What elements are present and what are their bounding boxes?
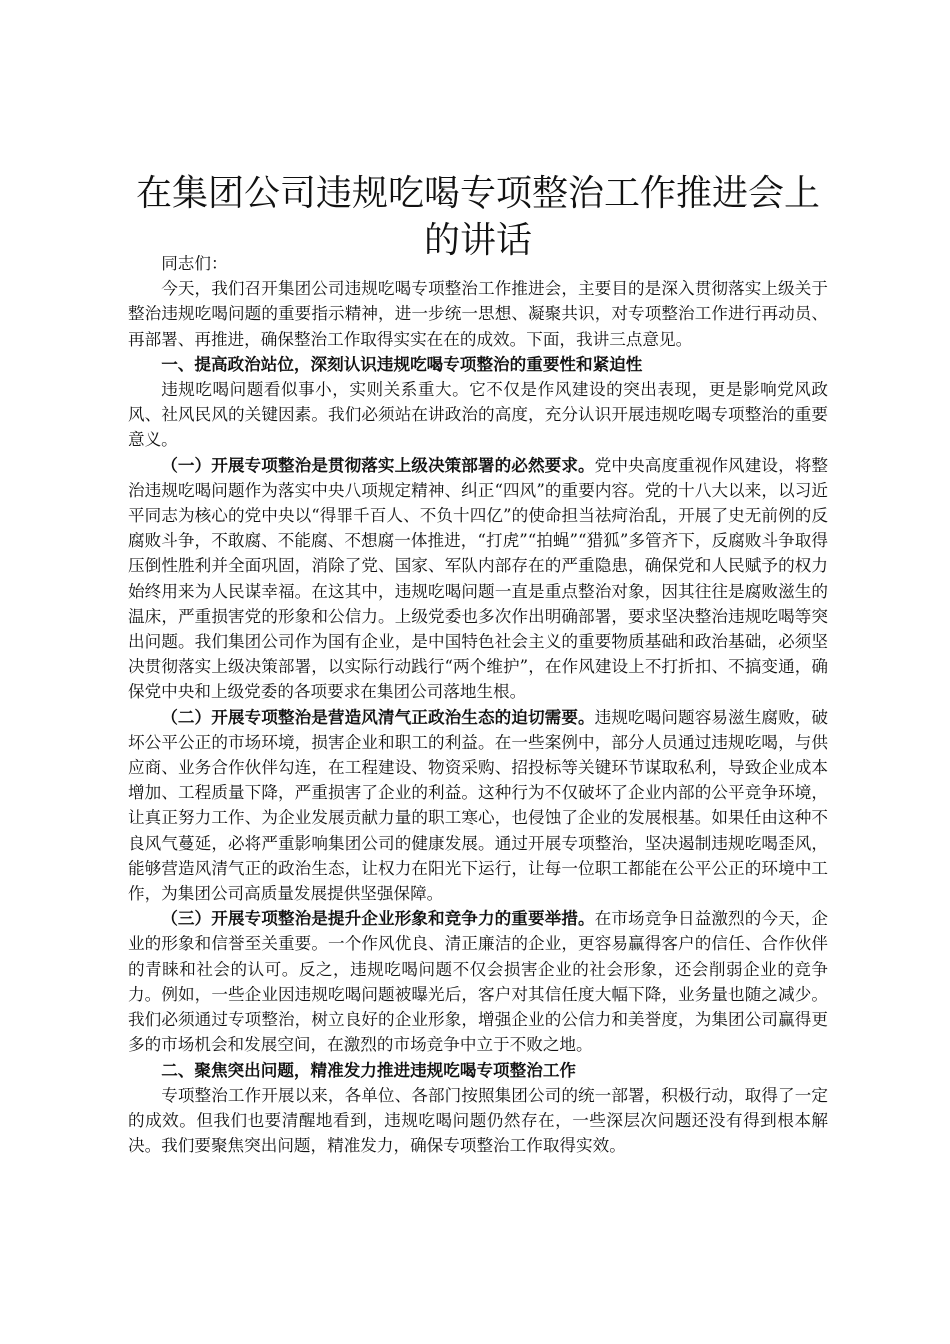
intro-paragraph: 今天，我们召开集团公司违规吃喝专项整治工作推进会，主要目的是深入贯彻落实上级关于整治违规吃喝问题的重要指示精神，进一步统一思想、凝聚共识，对专项整治工作进行再动员、再部署、再推进，确保整治工作取得实实在在的成效。下面，我讲三点意见。 <box>128 279 828 349</box>
section-2-heading: 二、聚焦突出问题，精准发力推进违规吃喝专项整治工作 <box>161 1059 577 1080</box>
section-1-point-1 <box>128 453 828 705</box>
salutation: 同志们： <box>161 254 228 273</box>
section-1-intro: 违规吃喝问题看似事小，实则关系重大。它不仅是作风建设的突出表现，更是影响党风政风、社风民风的关键因素。我们必须站在讲政治的高度，充分认识开展违规吃喝专项整治的重要意义。 <box>128 380 828 450</box>
point-3-text: 在市场竞争日益激烈的今天，企业的形象和信誉至关重要。一个作风优良、清正廉洁的企业，更容易赢得客户的信任、合作伙伴的青睐和社会的认可。反之，违规吃喝问题不仅会损害企业的社会形象，还会削弱企业的竞争力。例如，一些企业因违规吃喝问题被曝光后，客户对其信任度大幅下降，业务量也随之减少。我们必须通过专项整治，树立良好的企业形象，增强企业的公信力和美誉度，为集团公司赢得更多的市场机会和发展空间，在激烈的市场竞争中立于不败之地。 <box>128 909 829 1055</box>
point-3-lead: （三）开展专项整治是提升企业形象和竞争力的重要举措。 <box>161 908 595 929</box>
point-1-lead: （一）开展专项整治是贯彻落实上级决策部署的必然要求。 <box>161 454 595 475</box>
point-2-text: 违规吃喝问题容易滋生腐败，破坏公平公正的市场环境，损害企业和职工的利益。在一些案例中，部分人员通过违规吃喝，与供应商、业务合作伙伴勾连，在工程建设、物资采购、招投标等关键环节谋取私利，导致企业成本增加、工程质量下降，严重损害了企业的利益。这种行为不仅破坏了企业内部的公平竞争环境，让真正努力工作、为企业发展贡献力量的职工寒心，也侵蚀了企业的发展根基。如果任由这种不良风气蔓延，必将严重影响集团公司的健康发展。通过开展专项整治，坚决遏制违规吃喝歪风，能够营造风清气正的政治生态，让权力在阳光下运行，让每一位职工都能在公平公正的环境中工作，为集团公司高质量发展提供坚强保障。 <box>128 707 829 904</box>
section-2-intro: 专项整治工作开展以来，各单位、各部门按照集团公司的统一部署，积极行动，取得了一定的成效。但我们也要清醒地看到，违规吃喝问题仍然存在，一些深层次问题还没有得到根本解决。我们要聚焦突出问题，精准发力，确保专项整治工作取得实效。 <box>128 1085 828 1156</box>
document-title: 在集团公司违规吃喝专项整治工作推进会上的讲话 <box>135 173 820 261</box>
document-body <box>128 251 828 1158</box>
point-1-text: 党中央高度重视作风建设，将整治违规吃喝问题作为落实中央八项规定精神、纠正“四风”的重要内容。党的十八大以来，以习近平同志为核心的党中央以“得罪千百人、不负十四亿”的使命担当祛疴治乱，开展了史无前例的反腐败斗争，不敢腐、不能腐、不想腐一体推进，“打虎”“拍蝇”“猎狐”多管齐下，反腐败斗争取得压倒性胜利并全面巩固，消除了党、国家、军队内部存在的严重隐患，确保党和人民赋予的权力始终用来为人民谋幸福。在这其中，违规吃喝问题一直是重点整治对象，因其往往是腐败滋生的温床，严重损害党的形象和公信力。上级党委也多次作出明确部署，要求坚决整治违规吃喝等突出问题。我们集团公司作为国有企业，是中国特色社会主义的重要物质基础和政治基础，必须坚决贯彻落实上级决策部署，以实际行动践行“两个维护”，在作风建设上不打折扣、不搞变通，确保党中央和上级党委的各项要求在集团公司落地生根。 <box>128 455 829 702</box>
point-2-lead: （二）开展专项整治是营造风清气正政治生态的迫切需要。 <box>161 706 595 727</box>
section-1-point-3 <box>128 906 828 1057</box>
section-1-point-2 <box>128 705 828 907</box>
section-1-heading: 一、提高政治站位，深刻认识违规吃喝专项整治的重要性和紧迫性 <box>161 353 643 374</box>
